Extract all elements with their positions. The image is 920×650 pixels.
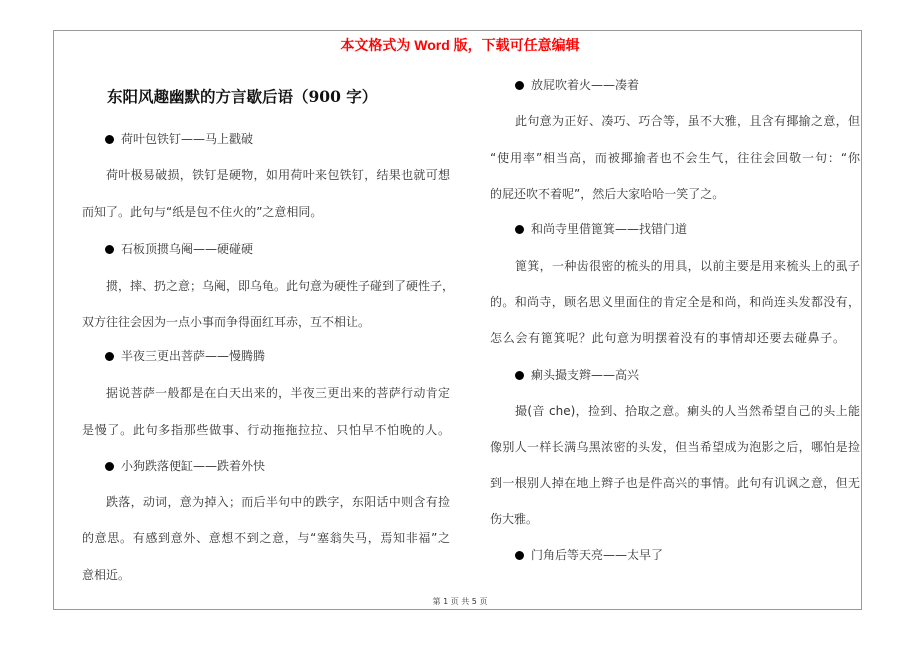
bullet-text: 荷叶包铁钉——马上戳破	[121, 132, 254, 146]
paragraph-line: 而知了。此句与“纸是包不住火的”之意相同。	[82, 205, 323, 219]
bullet-text: 和尚寺里借篦箕——找错门道	[531, 222, 688, 236]
bullet-item	[515, 547, 663, 563]
bullet-icon	[515, 81, 524, 90]
bullet-text: 小狗跌落便缸——跌着外快	[121, 459, 266, 473]
paragraph-line: 意相近。	[82, 568, 131, 582]
paragraph-line: 跌落，动词，意为掉入；而后半句中的跌字，东阳话中则含有捡	[106, 495, 450, 509]
paragraph-line: 的屁还吹不着呢”，然后大家哈哈一笑了之。	[490, 187, 725, 201]
paragraph-line: 的。和尚寺，顾名思义里面住的肯定全是和尚，和尚连头发都没有，	[490, 295, 860, 309]
bullet-text: 门角后等天亮——太早了	[531, 548, 664, 562]
bullet-icon	[515, 551, 524, 560]
paragraph-line: 撮(音 che)，捡到、拾取之意。瘌头的人当然希望自己的头上能	[515, 404, 860, 418]
paragraph-line: 荷叶极易破损，铁钉是硬物，如用荷叶来包铁钉，结果也就可想	[106, 168, 450, 182]
paragraph-line: 伤大雅。	[490, 512, 539, 526]
page-number: 第 1 页 共 5 页	[432, 597, 488, 606]
paragraph-line: 此句意为正好、凑巧、巧合等，虽不大雅，且含有揶揄之意，但	[515, 114, 860, 128]
bullet-text: 半夜三更出菩萨——慢腾腾	[121, 349, 266, 363]
paragraph-line: 双方往往会因为一点小事而争得面红耳赤，互不相让。	[82, 315, 371, 329]
bullet-icon	[105, 352, 114, 361]
bullet-item	[515, 367, 639, 383]
bullet-icon	[105, 462, 114, 471]
paragraph-line: 像别人一样长满乌黑浓密的头发，但当希望成为泡影之后，哪怕是捡	[490, 440, 860, 454]
paragraph-line: “使用率”相当高，而被揶揄者也不会生气，往往会回敬一句：“你	[490, 151, 860, 165]
bullet-item	[515, 77, 639, 93]
paragraph-line: 篦箕，一种齿很密的梳头的用具，以前主要是用来梳头上的虱子	[515, 259, 860, 273]
paragraph-line: 据说菩萨一般都是在白天出来的，半夜三更出来的菩萨行动肯定	[106, 386, 450, 400]
bullet-text: 石板顶掼乌阉——硬碰硬	[121, 242, 254, 256]
bullet-icon	[105, 135, 114, 144]
paragraph-line: 掼，摔、扔之意；乌阉，即乌龟。此句意为硬性子碰到了硬性子，	[106, 279, 455, 293]
bullet-item	[105, 241, 253, 257]
bullet-icon	[515, 225, 524, 234]
bullet-item	[105, 348, 265, 364]
bullet-item	[515, 221, 687, 237]
bullet-text: 放屁吹着火——凑着	[531, 78, 640, 92]
word-format-notice: 本文格式为 Word 版，下载可任意编辑	[340, 37, 580, 53]
paragraph-line: 的意思。有感到意外、意想不到之意，与“塞翁失马，焉知非福”之	[82, 531, 450, 545]
paragraph-line: 怎么会有篦箕呢？此句意为明摆着没有的事情却还要去碰鼻子。	[490, 331, 845, 345]
paragraph-line: 到一根别人掉在地上辫子也是件高兴的事情。此句有讥讽之意，但无	[490, 476, 860, 490]
document-title: 东阳风趣幽默的方言歇后语（900 字）	[107, 87, 378, 106]
bullet-text: 瘌头撮支辫——高兴	[531, 368, 640, 382]
bullet-icon	[515, 371, 524, 380]
bullet-item	[105, 131, 253, 147]
paragraph-line: 是慢了。此句多指那些做事、行动拖拖拉拉、只怕早不怕晚的人。	[82, 423, 450, 437]
bullet-icon	[105, 245, 114, 254]
bullet-item	[105, 458, 265, 474]
